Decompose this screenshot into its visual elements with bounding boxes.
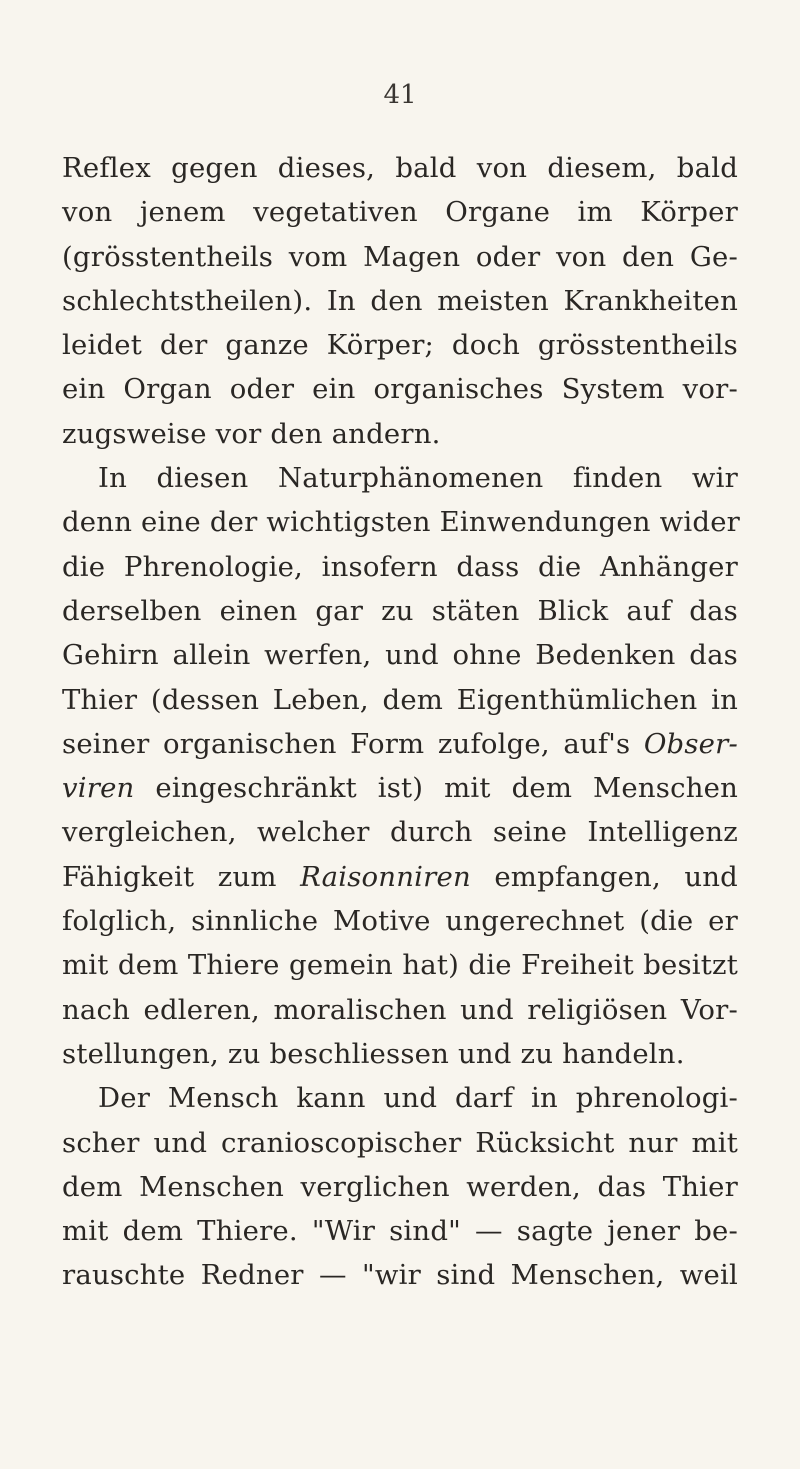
paragraph-start-line: In diesen Naturphänomenen finden wir <box>98 462 738 495</box>
text-line: die Phrenologie, insofern dass die Anhänger <box>62 550 738 583</box>
text-line: denn eine der wichtigsten Einwendungen wider <box>62 506 741 539</box>
text-line: dem Menschen verglichen werden, das Thier <box>62 1170 738 1203</box>
text-line: (grösstentheils vom Magen oder von den Ge- <box>62 240 738 273</box>
italic-word: Raisonniren <box>300 860 471 893</box>
text-line: zugsweise vor den andern. <box>62 417 441 450</box>
text-line: vergleichen, welcher durch seine Intelligenz <box>62 816 738 849</box>
paragraph-start-line: Der Mensch kann und darf in phrenologi- <box>98 1082 738 1115</box>
text-line: ein Organ oder ein organisches System vor- <box>62 373 738 406</box>
text-line: nach edleren, moralischen und religiösen Vor- <box>62 993 738 1026</box>
page-number: 41 <box>383 80 417 110</box>
text-line: schlechtstheilen). In den meisten Krankheiten <box>62 284 738 317</box>
text-line: Reflex gegen dieses, bald von diesem, bald <box>62 152 738 184</box>
text-line: Gehirn allein werfen, und ohne Bedenken das <box>62 639 738 672</box>
body-text <box>62 146 741 1298</box>
text-line: derselben einen gar zu stäten Blick auf das <box>62 594 738 627</box>
text-line: folglich, sinnliche Motive ungerechnet (die er <box>62 905 738 938</box>
text-line: viren eingeschränkt ist) mit dem Menschen <box>62 772 738 805</box>
text-line: scher und cranioscopischer Rücksicht nur mit <box>62 1126 738 1159</box>
text-line: Fähigkeit zum Raisonniren empfangen, und <box>62 860 738 893</box>
italic-word: Obser- <box>643 727 738 760</box>
text-line: mit dem Thiere. "Wir sind" — sagte jener be- <box>62 1215 738 1248</box>
italic-word: viren <box>62 772 135 805</box>
text-line: seiner organischen Form zufolge, auf's Obser- <box>62 727 738 760</box>
text-line: stellungen, zu beschliessen und zu handeln. <box>62 1037 685 1070</box>
text-line: rauschte Redner — "wir sind Menschen, weil <box>62 1259 738 1292</box>
text-line: leidet der ganze Körper; doch grösstentheils <box>62 329 738 362</box>
text-line: Thier (dessen Leben, dem Eigenthümlichen in <box>62 683 738 716</box>
text-line: von jenem vegetativen Organe im Körper <box>62 196 738 229</box>
text-line: mit dem Thiere gemein hat) die Freiheit besitzt <box>62 949 738 982</box>
